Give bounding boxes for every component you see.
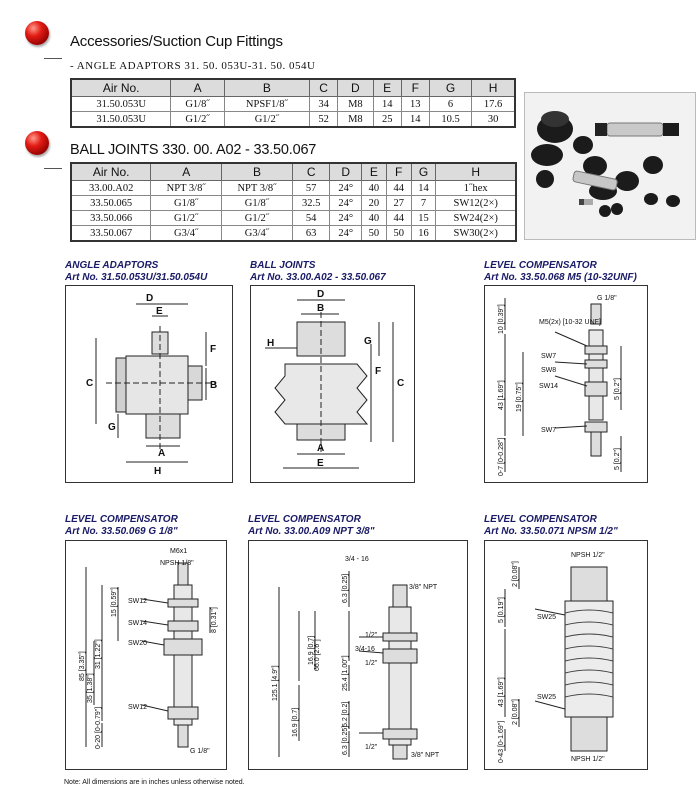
dim-5-2: 5.2 [0.2]	[342, 701, 349, 727]
dim-2-top: 2 [0.08"]	[512, 561, 519, 587]
diagram-label-lc-a09	[248, 514, 374, 538]
dim-h: H	[154, 466, 162, 477]
ball-joint-svg	[251, 286, 414, 482]
red-bullet-icon	[25, 131, 49, 155]
ball-table-header-cell: Air No.	[71, 163, 151, 181]
dim-31: 31 [1.22"]	[95, 639, 102, 669]
ball-table-cell: 24°	[330, 181, 362, 196]
angle-table-header-cell: Air No.	[71, 79, 171, 97]
angle-adaptor-spec-table	[70, 78, 516, 128]
angle-table-header-cell: B	[224, 79, 309, 97]
angle-table-row	[71, 112, 515, 128]
ball-table-row	[71, 211, 516, 226]
diagram-title: LEVEL COMPENSATOR	[248, 514, 361, 525]
ball-table-cell: 44	[386, 211, 411, 226]
ball-table-header-cell: H	[436, 163, 516, 181]
ball-table-cell: SW12(2×)	[436, 196, 516, 211]
ball-table-cell: SW24(2×)	[436, 211, 516, 226]
angle-table-cell: 6	[429, 97, 471, 112]
dim-sw20: SW20	[128, 640, 148, 647]
footnote: Note: All dimensions are in inches unless otherwise noted.	[64, 779, 245, 786]
dim-g-1-8: G 1/8"	[597, 295, 617, 302]
red-bullet-icon	[25, 21, 49, 45]
diagram-label-ball-joints	[250, 260, 386, 284]
angle-table-cell: 10.5	[429, 112, 471, 128]
ball-table-cell: 33.00.A02	[71, 181, 151, 196]
ball-table-cell: 24°	[330, 211, 362, 226]
dim-sw12-bottom: SW12	[128, 704, 148, 711]
dim-19: 19 [0.75"]	[516, 382, 523, 412]
angle-table-cell: NPSF1/8˝	[224, 97, 309, 112]
dim-d: D	[317, 289, 325, 300]
dim-25-4: 25.4 [1.00"]	[342, 655, 349, 691]
dim-sw12-top: SW12	[128, 598, 148, 605]
ball-table-cell: 50	[386, 226, 411, 242]
dim-sw25-bottom: SW25	[537, 694, 557, 701]
lc-069-drawing	[65, 540, 227, 770]
fittings-photo-illustration	[525, 93, 695, 239]
ball-table-header-cell: D	[330, 163, 362, 181]
angle-table-cell: 25	[373, 112, 401, 128]
dim-3-8-npt-bottom: 3/8" NPT	[411, 752, 440, 759]
diagram-title: LEVEL COMPENSATOR	[484, 514, 597, 525]
diagram-label-lc-071	[484, 514, 618, 538]
dim-0-20: 0-20 [0-0.79"]	[95, 706, 102, 749]
angle-table-cell: G1/2˝	[171, 112, 224, 128]
ball-table-cell: G1/8˝	[222, 196, 293, 211]
ball-table-header-cell: C	[292, 163, 329, 181]
dim-10: 10 [0.39"]	[498, 304, 505, 334]
dim-15: 15 [0.59"]	[111, 587, 118, 617]
dim-g: G	[108, 422, 116, 433]
dim-sw14: SW14	[539, 383, 559, 390]
dim-g: G	[364, 336, 372, 347]
ball-table-cell: 7	[411, 196, 436, 211]
product-photo	[524, 92, 696, 240]
dim-3-4-16: 3/4-16	[355, 646, 375, 653]
angle-table-header-cell: D	[338, 79, 374, 97]
dim-c: C	[86, 378, 94, 389]
lc-068-drawing	[484, 285, 648, 483]
dim-f: F	[210, 344, 217, 355]
ball-table-cell: 33.50.066	[71, 211, 151, 226]
angle-table-cell: 31.50.053U	[71, 112, 171, 128]
section-subtitle-angle-adaptors: - ANGLE ADAPTORS 31. 50. 053U-31. 50. 054U	[70, 60, 316, 72]
dim-1-2-a: 1/2"	[365, 632, 378, 639]
lc-068-svg	[485, 286, 647, 482]
ball-table-cell: 40	[361, 181, 386, 196]
ball-table-header-cell: F	[386, 163, 411, 181]
ball-table-cell: 14	[411, 181, 436, 196]
angle-table-cell: 13	[401, 97, 429, 112]
angle-table-cell: 52	[310, 112, 338, 128]
dim-npsh-1-2-bottom: NPSH 1/2"	[571, 756, 605, 763]
angle-table-header-cell: F	[401, 79, 429, 97]
ball-table-row	[71, 226, 516, 242]
dim-m5: M5(2x) [10-32 UNF]	[539, 319, 601, 326]
angle-table-cell: M8	[338, 112, 374, 128]
dim-66: 66.0 [2.6"]	[314, 639, 321, 671]
ball-table-row	[71, 181, 516, 196]
angle-table-cell: M8	[338, 97, 374, 112]
ball-table-cell: G1/2˝	[151, 211, 222, 226]
angle-table-row	[71, 97, 515, 112]
ball-table-cell: G3/4˝	[222, 226, 293, 242]
dim-b: B	[210, 380, 218, 391]
angle-table-cell: 31.50.053U	[71, 97, 171, 112]
dim-0-43: 0-43 [0-1.69"]	[498, 720, 505, 763]
ball-table-cell: 44	[386, 181, 411, 196]
diagram-art-number: Art No. 33.50.071 NPSM 1/2"	[484, 526, 618, 537]
diagram-art-number: Art No. 31.50.053U/31.50.054U	[65, 272, 208, 283]
dim-sw7-top: SW7	[541, 353, 557, 360]
ball-table-cell: NPT 3/8˝	[151, 181, 222, 196]
lc-071-svg	[485, 541, 647, 769]
ball-joint-drawing	[250, 285, 415, 483]
ball-table-cell: 50	[361, 226, 386, 242]
angle-table-cell: 14	[373, 97, 401, 112]
lc-071-drawing	[484, 540, 648, 770]
diagram-title: LEVEL COMPENSATOR	[65, 514, 178, 525]
ball-table-cell: 40	[361, 211, 386, 226]
dim-sw25-top: SW25	[537, 614, 557, 621]
angle-table-cell: 34	[310, 97, 338, 112]
dim-1-2-c: 1/2"	[365, 744, 378, 751]
dim-a: A	[317, 443, 325, 454]
dim-f: F	[375, 366, 382, 377]
ball-table-cell: G1/2˝	[222, 211, 293, 226]
ball-table-cell: 24°	[330, 196, 362, 211]
diagram-art-number: Art No. 33.50.069 G 1/8"	[65, 526, 178, 537]
section-title-ball-joints: BALL JOINTS 330. 00. A02 - 33.50.067	[70, 142, 317, 158]
dim-1-2-b: 1/2"	[365, 660, 378, 667]
ball-joint-spec-table	[70, 162, 517, 242]
dim-c: C	[397, 378, 405, 389]
dim-m6x1: M6x1	[170, 548, 188, 555]
ball-table-cell: G3/4˝	[151, 226, 222, 242]
dim-npsh-1-2-top: NPSH 1/2"	[571, 552, 605, 559]
dim-125-1: 125.1 [4.9"]	[272, 665, 279, 701]
dim-6-3-bottom: 6.3 [0.25]	[342, 725, 349, 755]
angle-adaptor-svg	[66, 286, 232, 482]
dim-g-1-8: G 1/8"	[190, 748, 210, 755]
ball-table-cell: 54	[292, 211, 329, 226]
angle-table-cell: G1/2˝	[224, 112, 309, 128]
dim-8: 8 [0.31"]	[211, 607, 218, 633]
divider	[44, 168, 62, 169]
dim-85: 85 [3.35"]	[79, 651, 86, 681]
ball-table-cell: 33.50.065	[71, 196, 151, 211]
diagram-label-lc-069	[65, 514, 178, 538]
dim-5-bottom: 5 [0.2"]	[614, 448, 621, 470]
diagram-label-angle-adaptors	[65, 260, 207, 284]
ball-table-cell: 57	[292, 181, 329, 196]
ball-table-header-cell: B	[222, 163, 293, 181]
angle-table-header-cell: A	[171, 79, 224, 97]
lc-069-svg	[66, 541, 226, 769]
angle-table-cell: 17.6	[472, 97, 515, 112]
ball-table-cell: NPT 3/8˝	[222, 181, 293, 196]
angle-table-cell: 30	[472, 112, 515, 128]
diagram-title: ANGLE ADAPTORS	[65, 260, 159, 271]
dim-sw8: SW8	[541, 367, 557, 374]
angle-table-header-cell: E	[373, 79, 401, 97]
dim-d: D	[146, 293, 154, 304]
angle-table-header-cell: C	[310, 79, 338, 97]
ball-table-cell: 32.5	[292, 196, 329, 211]
ball-table-row	[71, 196, 516, 211]
dim-6-3-top: 6.3 [0.25]	[342, 573, 349, 603]
dim-43: 43 [1.69"]	[498, 380, 505, 410]
diagram-art-number: Art No. 33.00.A09 NPT 3/8"	[248, 526, 375, 537]
ball-table-header-cell: G	[411, 163, 436, 181]
dim-5-top: 5 [0.2"]	[614, 378, 621, 400]
dim-0-7: 0-7 [0-0.28"]	[498, 437, 505, 476]
ball-table-cell: 33.50.067	[71, 226, 151, 242]
dim-2-bottom: 2 [0.08"]	[512, 699, 519, 725]
diagram-art-number: Art No. 33.00.A02 - 33.50.067	[250, 272, 386, 283]
dim-3-8-npt-top: 3/8" NPT	[409, 584, 438, 591]
dim-43: 43 [1.69"]	[498, 677, 505, 707]
angle-table-cell: 14	[401, 112, 429, 128]
ball-table-cell: SW30(2×)	[436, 226, 516, 242]
dim-16-9-bottom: 16.9 [0.7]	[292, 707, 299, 737]
lc-a09-svg	[249, 541, 467, 769]
ball-table-cell: 1˝hex	[436, 181, 516, 196]
dim-sw14: SW14	[128, 620, 148, 627]
dim-3-4-16-top: 3/4 - 16	[345, 556, 369, 563]
ball-table-cell: 20	[361, 196, 386, 211]
dim-b: B	[317, 303, 325, 314]
diagram-title: BALL JOINTS	[250, 260, 316, 271]
ball-table-cell: 15	[411, 211, 436, 226]
ball-table-cell: 24°	[330, 226, 362, 242]
diagram-title: LEVEL COMPENSATOR	[484, 260, 597, 271]
angle-table-cell: G1/8˝	[171, 97, 224, 112]
lc-a09-drawing	[248, 540, 468, 770]
divider	[44, 58, 62, 59]
dim-35: 35 [1.38"]	[87, 673, 94, 703]
angle-table-header-cell: H	[472, 79, 515, 97]
dim-npsh-1-8: NPSH 1/8"	[160, 560, 194, 567]
ball-table-cell: 16	[411, 226, 436, 242]
dim-16-9-top: 16.9 [0.7]	[308, 635, 315, 665]
section-title-accessories: Accessories/Suction Cup Fittings	[70, 33, 283, 50]
diagram-label-lc-068	[484, 260, 637, 284]
dim-h: H	[267, 338, 275, 349]
dim-a: A	[158, 448, 166, 459]
ball-table-header-cell: E	[361, 163, 386, 181]
dim-e: E	[156, 306, 163, 317]
ball-table-cell: G1/8˝	[151, 196, 222, 211]
dim-e: E	[317, 458, 324, 469]
ball-table-cell: 27	[386, 196, 411, 211]
ball-table-cell: 63	[292, 226, 329, 242]
diagram-art-number: Art No. 33.50.068 M5 (10-32UNF)	[484, 272, 637, 283]
dim-5: 5 [0.19"]	[498, 597, 505, 623]
angle-adaptor-drawing	[65, 285, 233, 483]
ball-table-header-cell: A	[151, 163, 222, 181]
angle-table-header-cell: G	[429, 79, 471, 97]
dim-sw7-bottom: SW7	[541, 427, 557, 434]
